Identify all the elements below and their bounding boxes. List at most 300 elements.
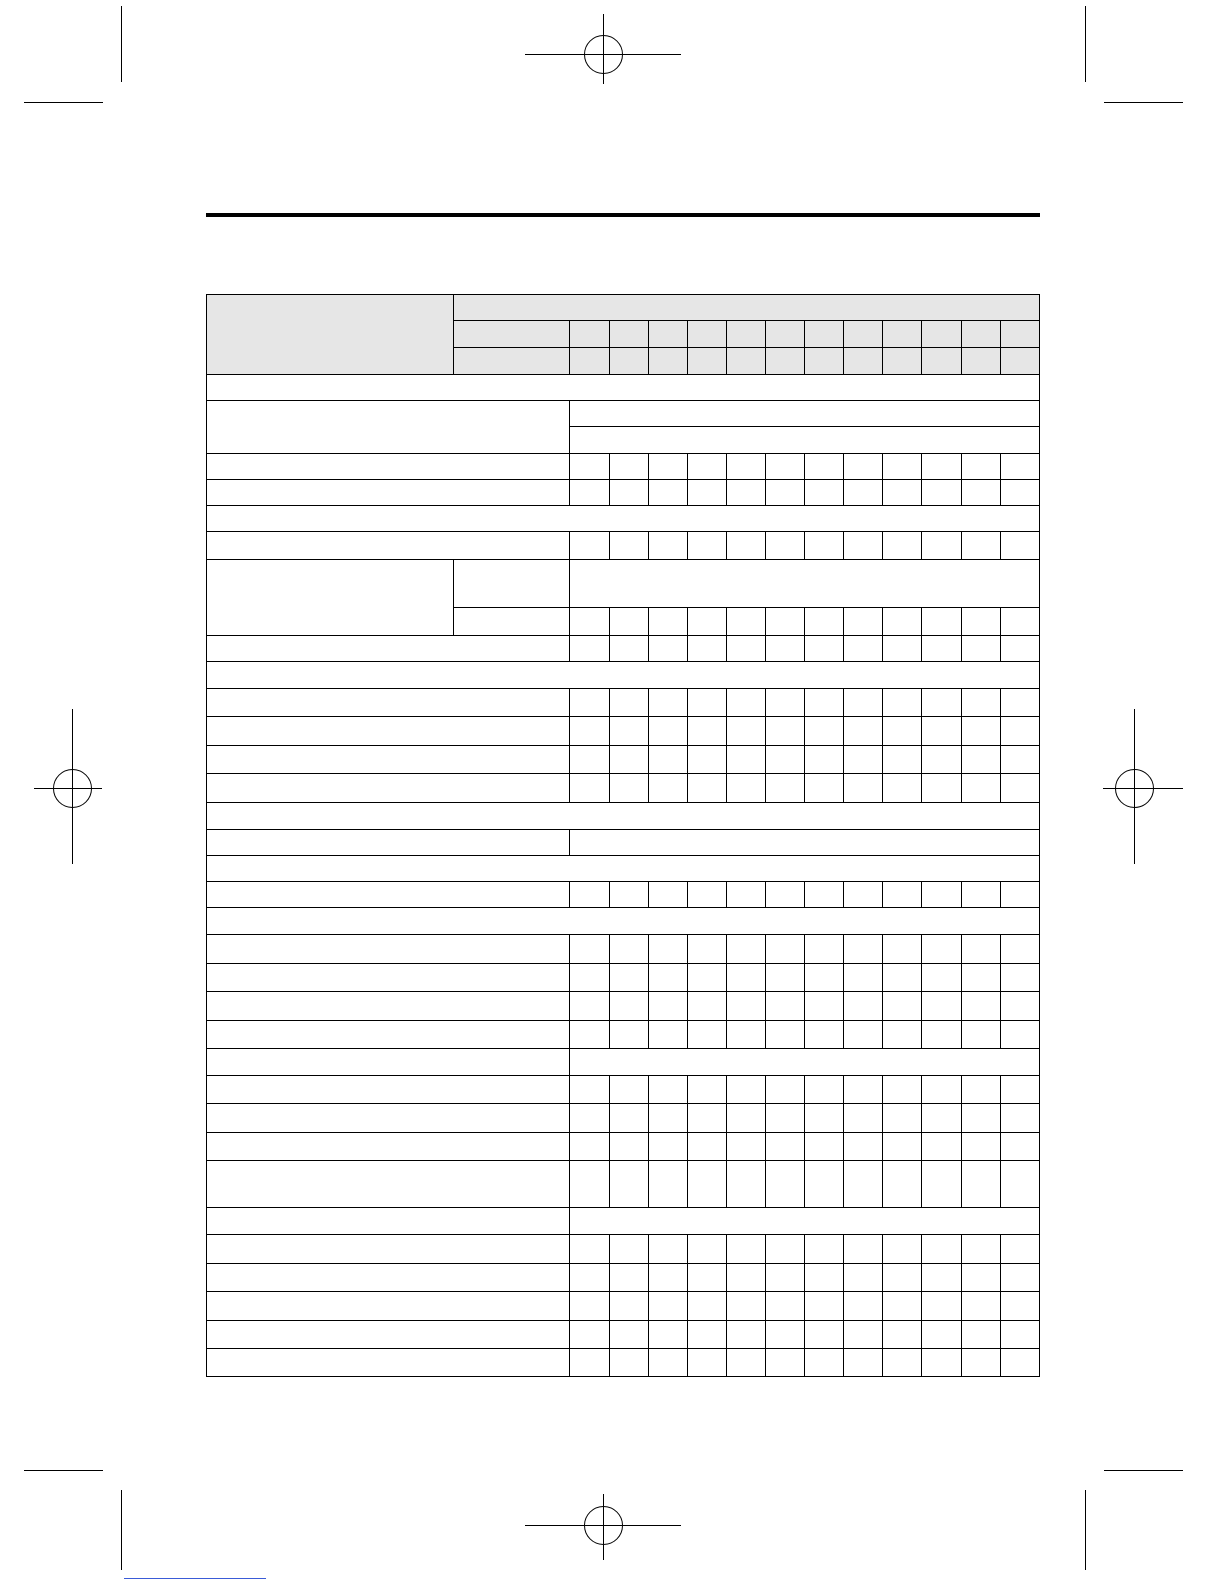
table-header-col-7 bbox=[804, 320, 843, 347]
row-3-value-10 bbox=[921, 453, 961, 479]
row-8-value-12 bbox=[1000, 635, 1040, 661]
row-12-label bbox=[206, 745, 569, 773]
table-header-col-3 bbox=[648, 320, 687, 347]
row-31-value-9 bbox=[882, 1291, 921, 1320]
row-11-value-4 bbox=[687, 716, 726, 745]
section-row-3 bbox=[206, 661, 1040, 688]
table-header-col2-1 bbox=[569, 347, 609, 374]
row-22-value-9 bbox=[882, 1020, 921, 1048]
table-header-col-8 bbox=[843, 320, 882, 347]
table-header-col-12 bbox=[1000, 320, 1040, 347]
row-7b-value-1 bbox=[569, 607, 609, 635]
row-13-value-7 bbox=[804, 773, 843, 802]
row-3-value-4 bbox=[687, 453, 726, 479]
row-11-value-6 bbox=[765, 716, 804, 745]
row-7b-value-6 bbox=[765, 607, 804, 635]
row-29-value-2 bbox=[609, 1234, 648, 1263]
row-11-value-1 bbox=[569, 716, 609, 745]
row-10-value-8 bbox=[843, 688, 882, 716]
row-31-value-5 bbox=[726, 1291, 765, 1320]
table-header-sub-label-1 bbox=[453, 320, 569, 347]
row-27-value-11 bbox=[961, 1160, 1000, 1207]
table-header-col-1 bbox=[569, 320, 609, 347]
row-27-value-10 bbox=[921, 1160, 961, 1207]
row-22-label bbox=[206, 1020, 569, 1048]
row-20-value-1 bbox=[569, 963, 609, 991]
row-4-label bbox=[206, 479, 569, 505]
row-33-value-11 bbox=[961, 1348, 1000, 1376]
row-10-value-7 bbox=[804, 688, 843, 716]
row-24-value-4 bbox=[687, 1075, 726, 1103]
row-27-value-2 bbox=[609, 1160, 648, 1207]
row-29-value-11 bbox=[961, 1234, 1000, 1263]
row-10-value-10 bbox=[921, 688, 961, 716]
row-26-value-4 bbox=[687, 1132, 726, 1160]
row-7b-value-2 bbox=[609, 607, 648, 635]
table-border-bottom bbox=[206, 1376, 1040, 1377]
row-4-value-10 bbox=[921, 479, 961, 505]
row-26-value-3 bbox=[648, 1132, 687, 1160]
row-15-merged-value bbox=[569, 829, 1040, 855]
row-25-value-9 bbox=[882, 1103, 921, 1132]
row-8-value-3 bbox=[648, 635, 687, 661]
row-24-value-7 bbox=[804, 1075, 843, 1103]
row-4-value-1 bbox=[569, 479, 609, 505]
row-20-value-5 bbox=[726, 963, 765, 991]
row-3-value-5 bbox=[726, 453, 765, 479]
row-10-value-1 bbox=[569, 688, 609, 716]
row-19-value-6 bbox=[765, 934, 804, 963]
row-26-value-10 bbox=[921, 1132, 961, 1160]
row-25-value-4 bbox=[687, 1103, 726, 1132]
row-3-value-1 bbox=[569, 453, 609, 479]
row-31-value-1 bbox=[569, 1291, 609, 1320]
row-3-value-9 bbox=[882, 453, 921, 479]
row-12-value-7 bbox=[804, 745, 843, 773]
row-13-value-8 bbox=[843, 773, 882, 802]
row-32-value-10 bbox=[921, 1320, 961, 1348]
row-32-label bbox=[206, 1320, 569, 1348]
row-13-value-4 bbox=[687, 773, 726, 802]
table-header-col2-6 bbox=[765, 347, 804, 374]
row-25-value-7 bbox=[804, 1103, 843, 1132]
row-7b-value-10 bbox=[921, 607, 961, 635]
row-17-value-2 bbox=[609, 881, 648, 907]
row-24-value-5 bbox=[726, 1075, 765, 1103]
row-24-value-8 bbox=[843, 1075, 882, 1103]
row-30-label bbox=[206, 1263, 569, 1291]
row-3-value-3 bbox=[648, 453, 687, 479]
row-17-value-12 bbox=[1000, 881, 1040, 907]
row-4-value-3 bbox=[648, 479, 687, 505]
row-26-value-9 bbox=[882, 1132, 921, 1160]
row-19-value-2 bbox=[609, 934, 648, 963]
row-33-value-1 bbox=[569, 1348, 609, 1376]
table-header-col2-8 bbox=[843, 347, 882, 374]
row-20-value-4 bbox=[687, 963, 726, 991]
row-10-value-4 bbox=[687, 688, 726, 716]
row-10-label bbox=[206, 688, 569, 716]
row-24-value-10 bbox=[921, 1075, 961, 1103]
row-17-value-7 bbox=[804, 881, 843, 907]
row-8-value-4 bbox=[687, 635, 726, 661]
row-32-value-4 bbox=[687, 1320, 726, 1348]
row-32-value-9 bbox=[882, 1320, 921, 1348]
row-26-value-11 bbox=[961, 1132, 1000, 1160]
row-32-value-2 bbox=[609, 1320, 648, 1348]
row-24-label bbox=[206, 1075, 569, 1103]
row-20-label bbox=[206, 963, 569, 991]
table-header-col-9 bbox=[882, 320, 921, 347]
row-32-value-11 bbox=[961, 1320, 1000, 1348]
row-17-label bbox=[206, 881, 569, 907]
row-22-value-1 bbox=[569, 1020, 609, 1048]
row-10-value-3 bbox=[648, 688, 687, 716]
row-4-value-12 bbox=[1000, 479, 1040, 505]
row-20-value-10 bbox=[921, 963, 961, 991]
row-21-value-5 bbox=[726, 991, 765, 1020]
table-header-col2-10 bbox=[921, 347, 961, 374]
row-8-value-2 bbox=[609, 635, 648, 661]
table-header-col2-4 bbox=[687, 347, 726, 374]
row-13-value-6 bbox=[765, 773, 804, 802]
row-6-value-5 bbox=[726, 531, 765, 559]
row-4-value-6 bbox=[765, 479, 804, 505]
row-20-value-3 bbox=[648, 963, 687, 991]
row-12-value-4 bbox=[687, 745, 726, 773]
row-17-value-6 bbox=[765, 881, 804, 907]
row-21-value-3 bbox=[648, 991, 687, 1020]
row-25-value-3 bbox=[648, 1103, 687, 1132]
row-4-value-7 bbox=[804, 479, 843, 505]
row-32-value-12 bbox=[1000, 1320, 1040, 1348]
row-6-value-4 bbox=[687, 531, 726, 559]
row-7b-value-5 bbox=[726, 607, 765, 635]
row-22-value-10 bbox=[921, 1020, 961, 1048]
row-33-value-6 bbox=[765, 1348, 804, 1376]
row-33-value-10 bbox=[921, 1348, 961, 1376]
row-22-value-4 bbox=[687, 1020, 726, 1048]
row-31-value-12 bbox=[1000, 1291, 1040, 1320]
row-3-value-6 bbox=[765, 453, 804, 479]
row-6-value-7 bbox=[804, 531, 843, 559]
row-11-value-5 bbox=[726, 716, 765, 745]
row-31-label bbox=[206, 1291, 569, 1320]
row-19-value-9 bbox=[882, 934, 921, 963]
row-4-value-4 bbox=[687, 479, 726, 505]
row-21-label bbox=[206, 991, 569, 1020]
row-31-value-6 bbox=[765, 1291, 804, 1320]
row-19-label bbox=[206, 934, 569, 963]
row-30-value-2 bbox=[609, 1263, 648, 1291]
row-17-value-9 bbox=[882, 881, 921, 907]
row-19-value-8 bbox=[843, 934, 882, 963]
row-8-value-5 bbox=[726, 635, 765, 661]
row-20-value-11 bbox=[961, 963, 1000, 991]
row-27-value-4 bbox=[687, 1160, 726, 1207]
row-6-value-9 bbox=[882, 531, 921, 559]
row-7b-value-7 bbox=[804, 607, 843, 635]
row-21-value-7 bbox=[804, 991, 843, 1020]
row-29-value-1 bbox=[569, 1234, 609, 1263]
row-3-label bbox=[206, 453, 569, 479]
section-row-5 bbox=[206, 855, 1040, 881]
row-11-value-7 bbox=[804, 716, 843, 745]
row-26-value-2 bbox=[609, 1132, 648, 1160]
row-6-value-12 bbox=[1000, 531, 1040, 559]
row-27-value-3 bbox=[648, 1160, 687, 1207]
row-17-value-4 bbox=[687, 881, 726, 907]
row-4-value-5 bbox=[726, 479, 765, 505]
table-header-col2-5 bbox=[726, 347, 765, 374]
row-21-value-9 bbox=[882, 991, 921, 1020]
row-29-value-8 bbox=[843, 1234, 882, 1263]
row-17-value-11 bbox=[961, 881, 1000, 907]
row-8-value-1 bbox=[569, 635, 609, 661]
row-6-value-3 bbox=[648, 531, 687, 559]
row-24-value-11 bbox=[961, 1075, 1000, 1103]
row-7-sub-label-b bbox=[453, 607, 569, 635]
row-6-value-6 bbox=[765, 531, 804, 559]
row-17-value-3 bbox=[648, 881, 687, 907]
row-31-value-4 bbox=[687, 1291, 726, 1320]
row-11-value-3 bbox=[648, 716, 687, 745]
row-13-value-2 bbox=[609, 773, 648, 802]
row-7b-value-8 bbox=[843, 607, 882, 635]
row-20-value-7 bbox=[804, 963, 843, 991]
row-29-value-10 bbox=[921, 1234, 961, 1263]
table-header-label bbox=[206, 294, 453, 374]
row-27-label bbox=[206, 1160, 569, 1207]
table-header-col2-2 bbox=[609, 347, 648, 374]
row-33-value-12 bbox=[1000, 1348, 1040, 1376]
row-20-value-2 bbox=[609, 963, 648, 991]
row-32-value-5 bbox=[726, 1320, 765, 1348]
row-27-value-1 bbox=[569, 1160, 609, 1207]
row-19-value-10 bbox=[921, 934, 961, 963]
row-3-value-11 bbox=[961, 453, 1000, 479]
row-11-value-11 bbox=[961, 716, 1000, 745]
row-19-value-1 bbox=[569, 934, 609, 963]
row-29-value-4 bbox=[687, 1234, 726, 1263]
table-header-col-11 bbox=[961, 320, 1000, 347]
table-header-sub-label-2 bbox=[453, 347, 569, 374]
row-25-value-1 bbox=[569, 1103, 609, 1132]
hyperlink-underline[interactable] bbox=[124, 1578, 266, 1579]
table-border-right bbox=[1039, 294, 1040, 1377]
row-12-value-9 bbox=[882, 745, 921, 773]
row-8-value-9 bbox=[882, 635, 921, 661]
row-2-label bbox=[206, 400, 569, 453]
row-6-value-8 bbox=[843, 531, 882, 559]
row-3-value-8 bbox=[843, 453, 882, 479]
row-23-label bbox=[206, 1048, 569, 1075]
row-11-value-9 bbox=[882, 716, 921, 745]
row-17-value-8 bbox=[843, 881, 882, 907]
row-2-merged-value-a bbox=[569, 400, 1040, 426]
row-21-value-4 bbox=[687, 991, 726, 1020]
table-header-col-10 bbox=[921, 320, 961, 347]
row-8-value-7 bbox=[804, 635, 843, 661]
row-30-value-11 bbox=[961, 1263, 1000, 1291]
row-3-value-2 bbox=[609, 453, 648, 479]
row-29-label bbox=[206, 1234, 569, 1263]
table-header-col2-3 bbox=[648, 347, 687, 374]
row-29-value-5 bbox=[726, 1234, 765, 1263]
row-26-value-5 bbox=[726, 1132, 765, 1160]
row-25-value-11 bbox=[961, 1103, 1000, 1132]
row-25-value-2 bbox=[609, 1103, 648, 1132]
row-6-value-11 bbox=[961, 531, 1000, 559]
row-27-value-12 bbox=[1000, 1160, 1040, 1207]
row-32-value-1 bbox=[569, 1320, 609, 1348]
row-11-label bbox=[206, 716, 569, 745]
row-21-value-6 bbox=[765, 991, 804, 1020]
row-33-value-2 bbox=[609, 1348, 648, 1376]
row-30-value-10 bbox=[921, 1263, 961, 1291]
row-21-value-12 bbox=[1000, 991, 1040, 1020]
row-33-value-5 bbox=[726, 1348, 765, 1376]
row-20-value-6 bbox=[765, 963, 804, 991]
row-13-value-3 bbox=[648, 773, 687, 802]
row-7-label bbox=[206, 559, 453, 635]
row-31-value-7 bbox=[804, 1291, 843, 1320]
row-15-label bbox=[206, 829, 569, 855]
table-header-col-4 bbox=[687, 320, 726, 347]
table-header-col-6 bbox=[765, 320, 804, 347]
row-27-value-5 bbox=[726, 1160, 765, 1207]
row-3-value-7 bbox=[804, 453, 843, 479]
table-header-col-2 bbox=[609, 320, 648, 347]
row-26-value-12 bbox=[1000, 1132, 1040, 1160]
table-header-col2-11 bbox=[961, 347, 1000, 374]
row-6-label bbox=[206, 531, 569, 559]
row-24-value-6 bbox=[765, 1075, 804, 1103]
row-7b-value-4 bbox=[687, 607, 726, 635]
table-header-group bbox=[453, 294, 1040, 320]
row-11-value-8 bbox=[843, 716, 882, 745]
row-25-value-8 bbox=[843, 1103, 882, 1132]
row-24-value-2 bbox=[609, 1075, 648, 1103]
row-25-value-6 bbox=[765, 1103, 804, 1132]
row-12-value-8 bbox=[843, 745, 882, 773]
row-26-value-6 bbox=[765, 1132, 804, 1160]
section-row-1 bbox=[206, 374, 1040, 400]
row-12-value-10 bbox=[921, 745, 961, 773]
row-22-value-12 bbox=[1000, 1020, 1040, 1048]
table-header-col2-7 bbox=[804, 347, 843, 374]
row-21-value-11 bbox=[961, 991, 1000, 1020]
row-24-value-1 bbox=[569, 1075, 609, 1103]
row-29-value-9 bbox=[882, 1234, 921, 1263]
row-32-value-8 bbox=[843, 1320, 882, 1348]
row-17-value-5 bbox=[726, 881, 765, 907]
row-10-value-12 bbox=[1000, 688, 1040, 716]
row-8-value-10 bbox=[921, 635, 961, 661]
row-22-value-2 bbox=[609, 1020, 648, 1048]
section-row-4 bbox=[206, 802, 1040, 829]
row-12-value-3 bbox=[648, 745, 687, 773]
row-12-value-1 bbox=[569, 745, 609, 773]
row-24-value-12 bbox=[1000, 1075, 1040, 1103]
row-10-value-11 bbox=[961, 688, 1000, 716]
row-31-value-8 bbox=[843, 1291, 882, 1320]
row-30-value-7 bbox=[804, 1263, 843, 1291]
row-23-merged-value bbox=[569, 1048, 1040, 1075]
row-19-value-4 bbox=[687, 934, 726, 963]
row-17-value-10 bbox=[921, 881, 961, 907]
row-22-value-7 bbox=[804, 1020, 843, 1048]
row-8-value-6 bbox=[765, 635, 804, 661]
row-29-value-7 bbox=[804, 1234, 843, 1263]
row-31-value-10 bbox=[921, 1291, 961, 1320]
row-22-value-8 bbox=[843, 1020, 882, 1048]
row-29-value-6 bbox=[765, 1234, 804, 1263]
row-26-value-8 bbox=[843, 1132, 882, 1160]
row-28-merged-value bbox=[569, 1207, 1040, 1234]
row-30-value-3 bbox=[648, 1263, 687, 1291]
row-7b-value-11 bbox=[961, 607, 1000, 635]
row-19-value-7 bbox=[804, 934, 843, 963]
row-20-value-8 bbox=[843, 963, 882, 991]
row-20-value-9 bbox=[882, 963, 921, 991]
row-4-value-9 bbox=[882, 479, 921, 505]
row-3-value-12 bbox=[1000, 453, 1040, 479]
row-7b-value-9 bbox=[882, 607, 921, 635]
row-29-value-12 bbox=[1000, 1234, 1040, 1263]
row-30-value-8 bbox=[843, 1263, 882, 1291]
row-4-value-11 bbox=[961, 479, 1000, 505]
row-22-value-3 bbox=[648, 1020, 687, 1048]
table-header-col2-9 bbox=[882, 347, 921, 374]
row-8-value-11 bbox=[961, 635, 1000, 661]
row-6-value-1 bbox=[569, 531, 609, 559]
row-8-label bbox=[206, 635, 569, 661]
row-17-value-1 bbox=[569, 881, 609, 907]
row-30-value-4 bbox=[687, 1263, 726, 1291]
row-26-label bbox=[206, 1132, 569, 1160]
row-11-value-12 bbox=[1000, 716, 1040, 745]
row-28-label bbox=[206, 1207, 569, 1234]
row-13-value-9 bbox=[882, 773, 921, 802]
row-26-value-7 bbox=[804, 1132, 843, 1160]
row-11-value-2 bbox=[609, 716, 648, 745]
row-33-value-7 bbox=[804, 1348, 843, 1376]
row-13-value-12 bbox=[1000, 773, 1040, 802]
row-6-value-10 bbox=[921, 531, 961, 559]
row-13-value-11 bbox=[961, 773, 1000, 802]
row-8-value-8 bbox=[843, 635, 882, 661]
row-25-value-10 bbox=[921, 1103, 961, 1132]
row-27-value-7 bbox=[804, 1160, 843, 1207]
row-11-value-10 bbox=[921, 716, 961, 745]
row-19-value-5 bbox=[726, 934, 765, 963]
row-27-value-9 bbox=[882, 1160, 921, 1207]
row-10-value-6 bbox=[765, 688, 804, 716]
row-33-value-9 bbox=[882, 1348, 921, 1376]
row-31-value-11 bbox=[961, 1291, 1000, 1320]
row-33-value-8 bbox=[843, 1348, 882, 1376]
row-33-label bbox=[206, 1348, 569, 1376]
row-7-sub-label-a bbox=[453, 559, 569, 607]
row-31-value-3 bbox=[648, 1291, 687, 1320]
row-25-label bbox=[206, 1103, 569, 1132]
row-12-value-11 bbox=[961, 745, 1000, 773]
row-19-value-3 bbox=[648, 934, 687, 963]
row-21-value-10 bbox=[921, 991, 961, 1020]
row-12-value-2 bbox=[609, 745, 648, 773]
row-22-value-11 bbox=[961, 1020, 1000, 1048]
